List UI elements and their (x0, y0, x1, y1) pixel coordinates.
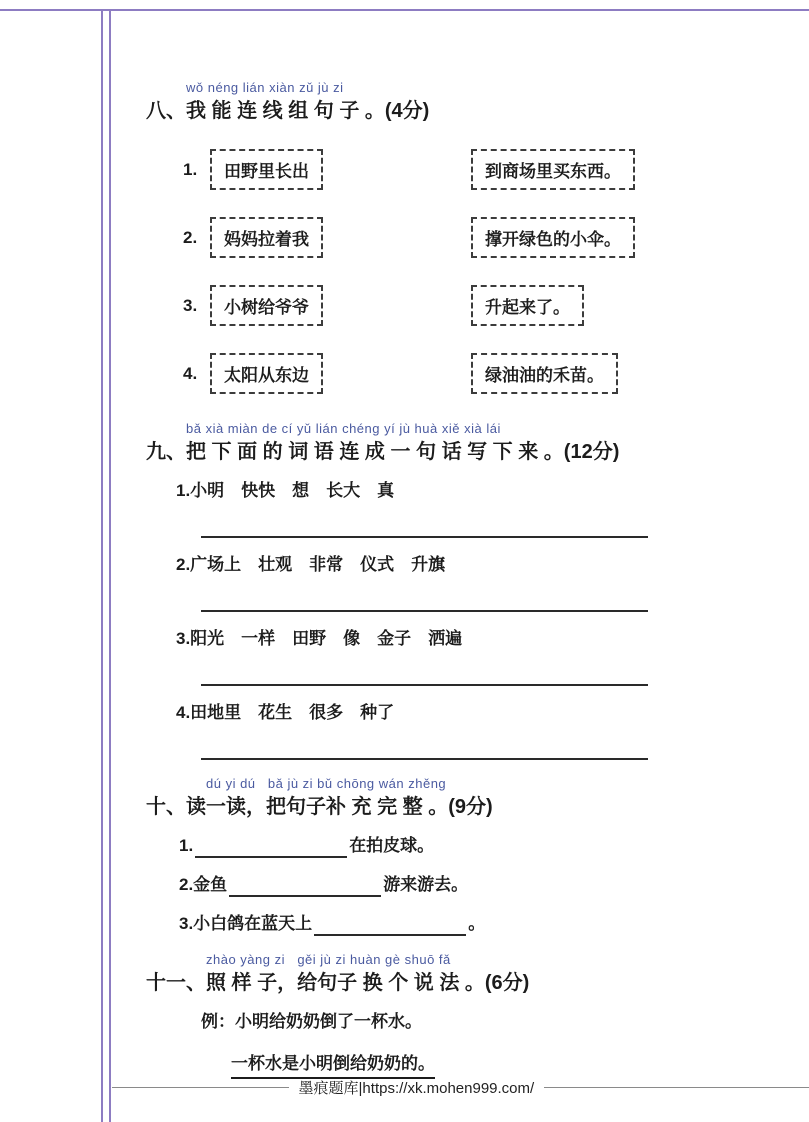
section9-title: 九、把 下 面 的 词 语 连 成 一 句 话 写 下 来 。(12分) (146, 441, 620, 463)
footer-line-right (544, 1087, 809, 1088)
sentence-text-pre: 1. (179, 836, 194, 855)
sentence-text-post: 游来游去。 (383, 875, 469, 894)
match-number: 2. (183, 227, 198, 247)
section8-title: 八、我 能 连 线 组 句 子 。(4分) (146, 100, 430, 122)
word-group-2: 2.广场上 壮观 非常 仪式 升旗 (176, 555, 446, 574)
match-row-3 (146, 285, 661, 326)
section11-pinyin: zhào yàng zi gěi jù zi huàn gè shuō fǎ (206, 952, 451, 967)
footer-text: 墨痕题库|https://xk.mohen999.com/ (298, 1080, 535, 1097)
fill-blank-sentence-2 (179, 873, 661, 897)
example-sentence: 例：小明给奶奶倒了一杯水。 (201, 1012, 422, 1031)
example-answer-row (231, 1049, 661, 1079)
section-8 (146, 80, 661, 394)
match-row-2 (146, 217, 661, 258)
sentence-text-post: 在拍皮球。 (349, 836, 435, 855)
match-number: 3. (183, 295, 198, 315)
exam-content (146, 80, 661, 1079)
match-left-cell (183, 217, 471, 258)
sentence-text-pre: 3.小白鸽在蓝天上 (179, 914, 313, 933)
answer-blank (195, 838, 347, 858)
matching-exercise (146, 149, 661, 394)
match-row-1 (146, 149, 661, 190)
match-right-item: 绿油油的禾苗。 (471, 353, 618, 394)
match-right-item: 升起来了。 (471, 285, 584, 326)
match-left-item: 田野里长出 (210, 149, 323, 190)
section10-title: 十、读一读，把句子补 充 完 整 。(9分) (146, 796, 493, 818)
section8-pinyin: wǒ néng lián xiàn zǔ jù zi (186, 80, 344, 95)
match-left-cell (183, 285, 471, 326)
match-number: 4. (183, 363, 198, 383)
answer-line (201, 684, 648, 686)
page-border-left-outer (101, 9, 103, 1122)
sentence-text-pre: 2.金鱼 (179, 875, 228, 894)
section-9 (146, 421, 661, 760)
word-group-1: 1.小明 快快 想 长大 真 (176, 481, 395, 500)
section-10 (146, 776, 661, 936)
match-left-item: 太阳从东边 (210, 353, 323, 394)
section11-title: 十一、照 样 子，给句子 换 个 说 法 。(6分) (146, 972, 530, 994)
section10-pinyin: dú yi dú bǎ jù zi bǔ chōng wán zhěng (206, 776, 447, 791)
match-row-4 (146, 353, 661, 394)
sentence-text-post: 。 (468, 914, 486, 933)
footer-watermark (112, 1077, 809, 1098)
match-left-item: 小树给爷爷 (210, 285, 323, 326)
match-left-cell (183, 149, 471, 190)
fill-blank-sentence-1 (179, 834, 661, 858)
page-border-left-inner (109, 9, 111, 1122)
word-group-4: 4.田地里 花生 很多 种了 (176, 703, 395, 722)
match-left-cell (183, 353, 471, 394)
match-left-item: 妈妈拉着我 (210, 217, 323, 258)
section-11 (146, 952, 661, 1079)
example-answer: 一杯水是小明倒给奶奶的。 (231, 1049, 435, 1079)
word-group-3: 3.阳光 一样 田野 像 金子 洒遍 (176, 629, 463, 648)
match-number: 1. (183, 159, 198, 179)
match-right-item: 到商场里买东西。 (471, 149, 635, 190)
fill-blank-sentence-3 (179, 912, 661, 936)
section9-pinyin: bǎ xià miàn de cí yǔ lián chéng yí jù huà xiě xià lái (186, 421, 501, 436)
page-border-top (0, 9, 809, 11)
answer-line (201, 536, 648, 538)
answer-blank (229, 877, 381, 897)
match-right-item: 撑开绿色的小伞。 (471, 217, 635, 258)
answer-line (201, 610, 648, 612)
answer-blank (314, 916, 466, 936)
answer-line (201, 758, 648, 760)
footer-line-left (112, 1087, 289, 1088)
